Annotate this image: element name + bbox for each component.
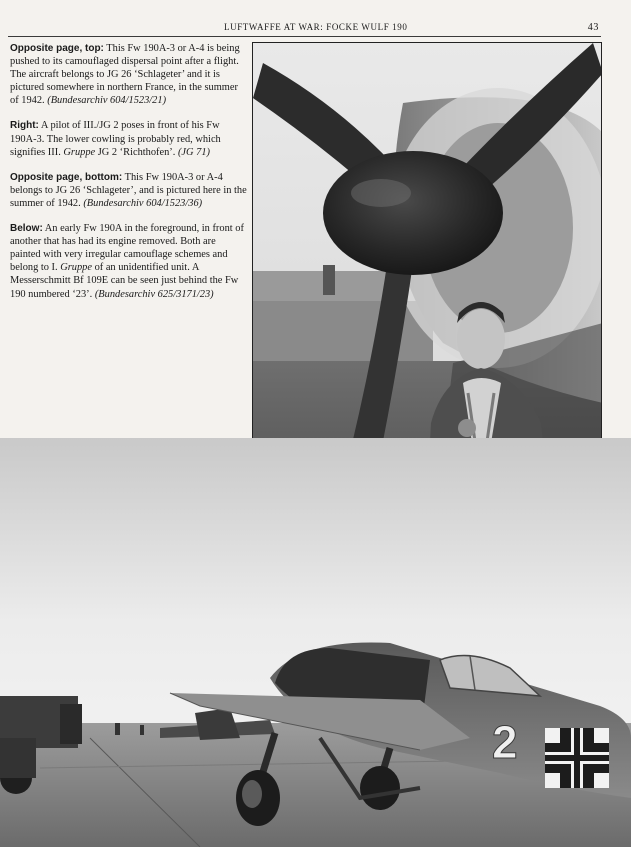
- caption-credit: (Bundesarchiv 604/1523/36): [83, 197, 203, 209]
- photo-airfield-illustration: [0, 438, 631, 847]
- caption-emphasis: Gruppe: [60, 262, 92, 274]
- caption-credit: (Bundesarchiv 625/3171/23): [94, 288, 214, 300]
- captions-column: [10, 42, 248, 313]
- caption-credit: (JG 71): [177, 146, 210, 158]
- caption-text: This Fw 190A-3 or A-4 belongs to JG 26 ‘Schlageter’, and is pictured here in the summer of 1942.: [10, 171, 247, 209]
- caption-emphasis: Gruppe: [63, 146, 96, 158]
- running-head-title: LUFTWAFFE AT WAR: FOCKE WULF 190: [224, 22, 408, 32]
- caption-text: A pilot of III./JG 2 poses in front of his Fw 190A-3. The lower cowling is probably red, which signifies III.: [10, 120, 221, 158]
- photo-fw190-airfield: [0, 438, 631, 847]
- caption-text: This Fw 190A-3 or A-4 is being pushed to its camouflaged dispersal point after a flight. The aircraft belongs to JG 26 ‘Schlageter’ and it is pictured somewhere in northern France, in the summer of 1942.: [10, 43, 240, 107]
- caption-right: [10, 119, 248, 158]
- caption-opposite-top: [10, 42, 248, 107]
- caption-lead: Opposite page, bottom:: [10, 171, 123, 183]
- fuselage-number: 2: [492, 716, 518, 768]
- caption-lead: Opposite page, top:: [10, 43, 104, 54]
- caption-lead: Below:: [10, 223, 43, 235]
- caption-text: of an unidentified unit. A Messerschmitt Bf 109E can be seen just behind the Fw 190 numbered ‘23’.: [10, 262, 239, 300]
- caption-credit: (Bundesarchiv 604/1523/21): [47, 95, 167, 107]
- running-head: [8, 22, 601, 37]
- page-number: 43: [587, 22, 599, 33]
- caption-lead: Right:: [10, 120, 39, 132]
- caption-opposite-bottom: [10, 171, 248, 210]
- caption-text: An early Fw 190A in the foreground, in front of another that has had its engine removed. Both are painted with very irregular camouflage schemes and belong to I.: [10, 223, 244, 274]
- caption-text: JG 2 ‘Richthofen’.: [95, 146, 178, 158]
- caption-below: [10, 222, 248, 301]
